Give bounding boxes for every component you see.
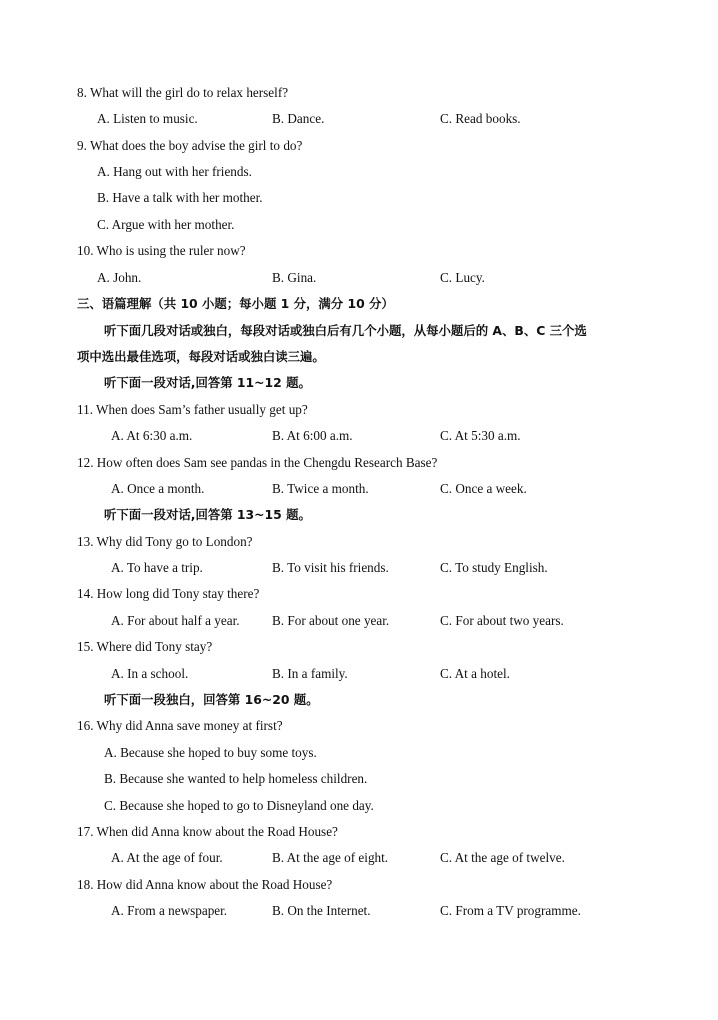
q8-option-b: B. Dance. [272,111,325,126]
q9-option-b: B. Have a talk with her mother. [97,190,263,205]
question-17: 17. When did Anna know about the Road House? [77,824,338,839]
dialog-1-instruction: 听下面一段对话,回答第 11~12 题。 [104,375,311,390]
q16-option-c: C. Because she hoped to go to Disneyland one day. [104,798,374,813]
q15-option-b: B. In a family. [272,666,348,681]
question-14: 14. How long did Tony stay there? [77,586,260,601]
question-13: 13. Why did Tony go to London? [77,534,253,549]
q12-option-a: A. Once a month. [111,481,205,496]
q11-option-b: B. At 6:00 a.m. [272,428,353,443]
q17-option-c: C. At the age of twelve. [440,850,565,865]
q9-option-a: A. Hang out with her friends. [97,164,252,179]
section-3-instructions-line1: 听下面几段对话或独白，每段对话或独白后有几个小题，从每小题后的 A、B、C 三个选 [104,323,587,338]
q16-option-b: B. Because she wanted to help homeless children. [104,771,368,786]
q8-option-c: C. Read books. [440,111,521,126]
q13-option-a: A. To have a trip. [111,560,203,575]
q10-option-a: A. John. [97,270,142,285]
question-15: 15. Where did Tony stay? [77,639,213,654]
q12-option-c: C. Once a week. [440,481,527,496]
q13-option-c: C. To study English. [440,560,548,575]
q10-option-c: C. Lucy. [440,270,485,285]
q12-option-b: B. Twice a month. [272,481,369,496]
section-3-heading: 三、语篇理解（共 10 小题；每小题 1 分，满分 10 分） [77,296,394,311]
question-18: 18. How did Anna know about the Road House? [77,877,333,892]
q10-option-b: B. Gina. [272,270,317,285]
q14-option-c: C. For about two years. [440,613,564,628]
q11-option-c: C. At 5:30 a.m. [440,428,521,443]
q14-option-a: A. For about half a year. [111,613,240,628]
q16-option-a: A. Because she hoped to buy some toys. [104,745,317,760]
question-9: 9. What does the boy advise the girl to do? [77,138,303,153]
question-10: 10. Who is using the ruler now? [77,243,246,258]
q8-option-a: A. Listen to music. [97,111,198,126]
q11-option-a: A. At 6:30 a.m. [111,428,193,443]
q9-option-c: C. Argue with her mother. [97,217,235,232]
question-11: 11. When does Sam’s father usually get up? [77,402,308,417]
dialog-2-instruction: 听下面一段对话,回答第 13~15 题。 [104,507,311,522]
q15-option-a: A. In a school. [111,666,189,681]
q18-option-c: C. From a TV programme. [440,903,581,918]
question-12: 12. How often does Sam see pandas in the Chengdu Research Base? [77,455,438,470]
question-16: 16. Why did Anna save money at first? [77,718,283,733]
q17-option-b: B. At the age of eight. [272,850,389,865]
q15-option-c: C. At a hotel. [440,666,510,681]
q18-option-b: B. On the Internet. [272,903,371,918]
section-3-instructions-line2: 项中选出最佳选项，每段对话或独白读三遍。 [77,349,325,364]
q13-option-b: B. To visit his friends. [272,560,389,575]
monologue-instruction: 听下面一段独白，回答第 16~20 题。 [104,692,319,707]
q14-option-b: B. For about one year. [272,613,390,628]
q17-option-a: A. At the age of four. [111,850,223,865]
q18-option-a: A. From a newspaper. [111,903,228,918]
question-8: 8. What will the girl do to relax herself? [77,85,289,100]
